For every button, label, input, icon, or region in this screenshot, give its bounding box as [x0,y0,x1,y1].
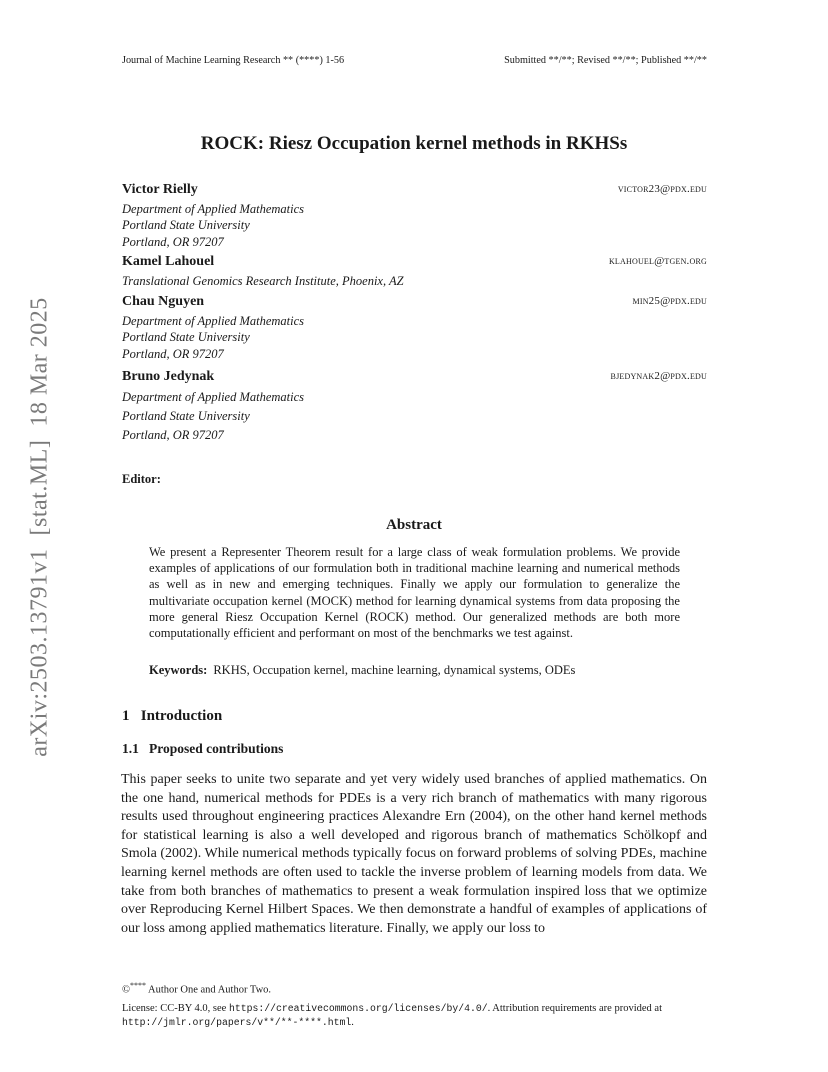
author-block [122,182,707,250]
author-affiliation-line: Portland, OR 97207 [122,428,224,442]
editor-label: Editor: [122,472,161,486]
author-affiliation-line: Portland, OR 97207 [122,234,224,249]
author-email[interactable]: min25@pdx.edu [632,295,707,307]
author-affiliation-line: Translational Genomics Research Institute, Phoenix, AZ [122,274,404,288]
author-email[interactable]: victor23@pdx.edu [617,183,707,195]
paper-link[interactable]: http://jmlr.org/papers/v**/**-****.html [122,1017,352,1028]
author-affiliation-line: Portland State University [122,218,250,233]
author-affiliation-line: Department of Applied Mathematics [122,314,305,328]
copyright-text: Author One and Author Two. [148,984,272,996]
license-note [122,1002,712,1030]
copyright-stars: **** [129,981,146,990]
abstract-text: We present a Representer Theorem result for a large class of weak formulation problems. We provide examples of applications of our formulation both in traditional machine learning and numerical methods as well as in new and emerging techniques. Finally we apply our formulation to generalize the multivariate occupation kernel (MOCK) method for learning dynamical systems from data proposing the more general Riesz Occupation Kernel (ROCK) method. Our generalized methods are both more computationally efficient and performant on most of the benchmarks we test against. [149,545,680,641]
author-affiliation-line: Portland State University [122,330,250,345]
author-affiliation-line: Department of Applied Mathematics [122,390,305,404]
copyright-icon: © [122,984,130,996]
journal-header: Journal of Machine Learning Research ** (****) 1-56 [122,55,345,66]
keywords-text: RKHS, Occupation kernel, machine learning, dynamical systems, ODEs [213,663,576,677]
abstract-heading: Abstract [386,517,442,533]
author-email[interactable]: bjedynak2@pdx.edu [610,370,707,382]
author-block [122,254,707,289]
author-name: Chau Nguyen [122,294,205,309]
paper-link-suffix: . [351,1017,354,1028]
keywords [149,663,709,678]
keywords-label: Keywords: [149,663,208,677]
author-name: Kamel Lahouel [122,254,215,269]
author-affiliation-line: Portland, OR 97207 [122,346,224,361]
submission-dates: Submitted **/**; Revised **/**; Published **/** [504,55,707,66]
paper-title: ROCK: Riesz Occupation kernel methods in RKHSs [200,133,628,154]
arxiv-stamp: arXiv:2503.13791v1 [stat.ML] 18 Mar 2025 [26,297,53,757]
copyright-line [122,981,271,996]
author-block [122,294,707,362]
author-email[interactable]: klahouel@tgen.org [608,255,707,267]
author-name: Bruno Jedynak [122,369,215,384]
author-affiliation-line: Department of Applied Mathematics [122,202,305,216]
author-affiliation-line: Portland State University [122,409,250,423]
author-name: Victor Rielly [122,182,198,197]
section-heading-introduction: 1 Introduction [122,708,223,724]
license-prefix: License: CC-BY 4.0, see [122,1003,227,1014]
author-block [122,369,707,445]
license-link[interactable]: https://creativecommons.org/licenses/by/4.0/ [228,1003,488,1014]
intro-paragraph: This paper seeks to unite two separate and yet very widely used branches of applied mathematics. On the one hand, numerical methods for PDEs is a very rich branch of mathematics with many rigorous results used throughout engineering practices Alexandre Ern (2004), on the other hand kernel methods for statistical learning is also a well developed and rigorous branch of mathematics Schölkopf and Smola (2002). While numerical methods typically focus on forward problems of solving PDEs, machine learning kernel methods are often used to tackle the inverse problem of learning models from data. We take from both branches of mathematics to present a weak formulation inspired loss that we optimize over Reproducing Kernel Hilbert Spaces. We then demonstrate a handful of examples of applications of our loss among applied mathematics literature. Finally, we apply our loss to [121,772,707,936]
subsection-heading-contributions: 1.1 Proposed contributions [122,741,284,756]
license-suffix: . Attribution requirements are provided at [487,1003,662,1014]
